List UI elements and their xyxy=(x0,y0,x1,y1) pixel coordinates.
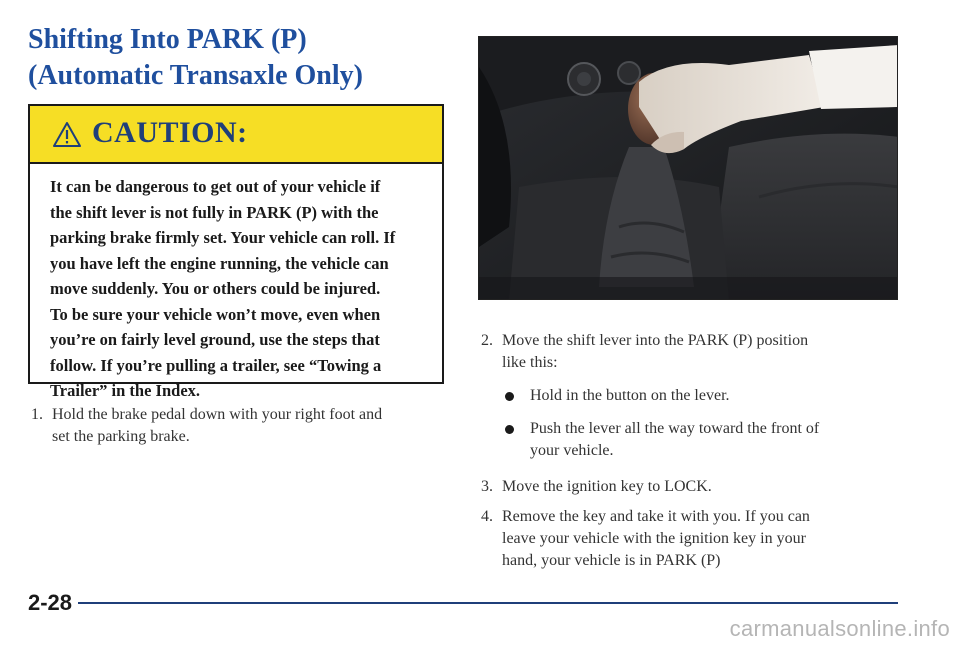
caution-label: CAUTION: xyxy=(92,116,248,149)
step-number: 1. xyxy=(31,406,43,423)
bullet-item xyxy=(505,385,905,407)
step-text-line: Move the ignition key to LOCK. xyxy=(502,478,712,495)
step-text-line: set the parking brake. xyxy=(52,428,190,445)
bullet-dot-icon xyxy=(505,392,514,401)
bullet-dot-icon xyxy=(505,425,514,434)
caution-box xyxy=(28,104,444,400)
step-text-line: like this: xyxy=(502,354,558,371)
caution-line: the shift lever is not fully in PARK (P) with the xyxy=(50,202,379,222)
caution-text xyxy=(50,174,436,404)
step-1 xyxy=(31,404,451,450)
caution-line: you’re on fairly level ground, use the steps that xyxy=(50,330,380,349)
step-text-line: Hold the brake pedal down with your right foot and xyxy=(52,406,383,423)
bullet-text-line: your vehicle. xyxy=(530,442,614,459)
step-text-line: hand, your vehicle is in PARK (P) xyxy=(502,552,721,569)
footer-divider xyxy=(78,602,898,604)
caution-line: To be sure your vehicle won’t move, even when xyxy=(50,304,381,324)
step-number: 4. xyxy=(481,508,493,525)
step-number: 2. xyxy=(481,332,493,349)
caution-header xyxy=(30,106,442,164)
step-4 xyxy=(481,506,901,572)
bullet-text xyxy=(530,418,819,462)
caution-line: move suddenly. You or others could be injured. xyxy=(50,279,381,298)
step-2 xyxy=(481,330,901,376)
shift-lever-illustration xyxy=(479,37,898,300)
step-3 xyxy=(481,476,901,498)
page-title xyxy=(28,22,448,94)
step-number: 3. xyxy=(481,478,493,495)
caution-line: Trailer” in the Index. xyxy=(50,381,201,400)
step-text xyxy=(52,404,382,448)
step-text-line: leave your vehicle with the ignition key in your xyxy=(502,530,806,547)
page-title-line-2: (Automatic Transaxle Only) xyxy=(28,60,363,91)
step-text xyxy=(502,506,810,572)
page-number: 2-28 xyxy=(28,590,73,615)
shift-lever-photo xyxy=(478,36,898,300)
caution-line: follow. If you’re pulling a trailer, see “Towing a xyxy=(50,355,382,375)
page-title-line-1: Shifting Into PARK (P) xyxy=(28,24,307,55)
step-text xyxy=(502,476,712,498)
watermark: carmanualsonline.info xyxy=(729,616,950,641)
step-text-line: Remove the key and take it with you. If you can xyxy=(502,508,810,525)
caution-line: parking brake firmly set. Your vehicle can roll. If xyxy=(50,228,396,247)
bullet-text-line: Push the lever all the way toward the front of xyxy=(530,420,820,437)
bullet-text: Hold in the button on the lever. xyxy=(530,387,730,404)
caution-line: It can be dangerous to get out of your vehicle if xyxy=(50,177,381,196)
bullet-item xyxy=(505,418,905,462)
step-text-line: Move the shift lever into the PARK (P) position xyxy=(502,332,809,349)
caution-line: you have left the engine running, the vehicle can xyxy=(50,253,389,273)
warning-triangle-icon xyxy=(52,121,82,148)
step-text xyxy=(502,330,808,374)
